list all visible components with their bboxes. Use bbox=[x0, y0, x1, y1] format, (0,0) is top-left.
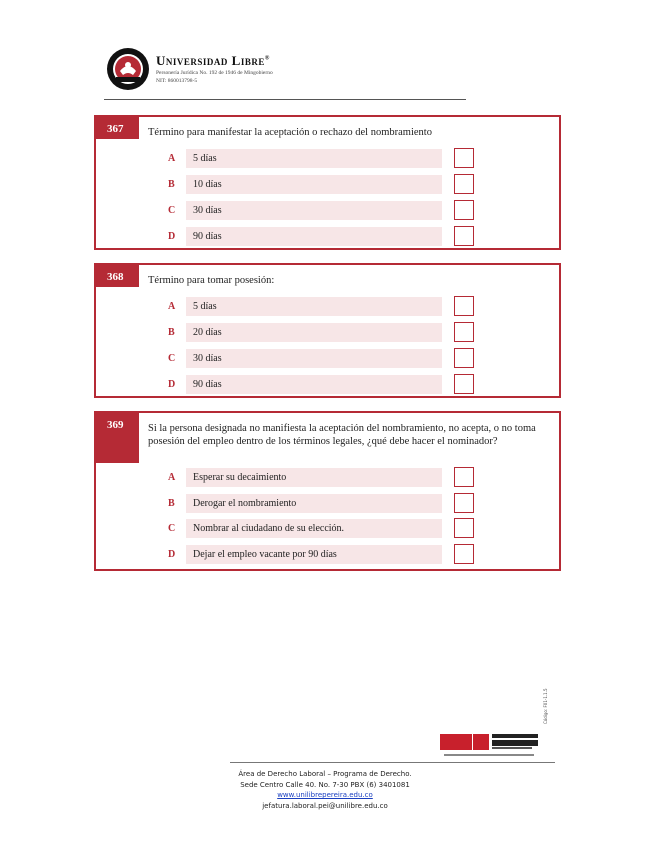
answer-checkbox[interactable] bbox=[454, 493, 474, 513]
question-number: 367 bbox=[96, 117, 139, 139]
option-bar bbox=[186, 175, 442, 194]
brand-nit-line: NIT: 860013798-5 bbox=[156, 78, 198, 84]
option-text: 30 días bbox=[193, 353, 222, 364]
brand-legal-line: Personería Jurídica No. 192 de 1946 de Mingobierno bbox=[156, 70, 273, 76]
option-text: 10 días bbox=[193, 179, 222, 190]
question-text: Término para tomar posesión: bbox=[148, 275, 275, 286]
accreditation-logos-icon bbox=[440, 730, 540, 760]
answer-checkbox[interactable] bbox=[454, 148, 474, 168]
option-letter: D bbox=[168, 231, 176, 242]
option-text: Nombrar al ciudadano de su elección. bbox=[193, 523, 345, 534]
footer-divider bbox=[230, 762, 555, 763]
answer-checkbox[interactable] bbox=[454, 322, 474, 342]
option-c bbox=[96, 349, 559, 370]
question-number: 368 bbox=[96, 265, 139, 287]
option-text: 5 días bbox=[193, 301, 217, 312]
option-a bbox=[96, 149, 559, 170]
footer-email: jefatura.laboral.pei@unilibre.edu.co bbox=[262, 801, 388, 810]
option-letter: B bbox=[168, 498, 175, 509]
footer-contact bbox=[200, 769, 450, 811]
footer-area: Área de Derecho Laboral – Programa de Derecho. bbox=[238, 770, 412, 778]
answer-checkbox[interactable] bbox=[454, 374, 474, 394]
option-letter: C bbox=[168, 205, 176, 216]
option-letter: A bbox=[168, 153, 176, 164]
option-bar bbox=[186, 494, 442, 513]
option-a bbox=[96, 297, 559, 318]
question-number: 369 bbox=[96, 413, 139, 463]
option-text: 20 días bbox=[193, 327, 222, 338]
answer-checkbox[interactable] bbox=[454, 226, 474, 246]
option-letter: C bbox=[168, 523, 176, 534]
option-c bbox=[96, 201, 559, 222]
option-text: 30 días bbox=[193, 205, 222, 216]
option-bar bbox=[186, 201, 442, 220]
option-letter: B bbox=[168, 327, 175, 338]
option-letter: B bbox=[168, 179, 175, 190]
question-text: Término para manifestar la aceptación o rechazo del nombramiento bbox=[148, 127, 432, 138]
option-letter: D bbox=[168, 549, 176, 560]
answer-checkbox[interactable] bbox=[454, 296, 474, 316]
option-b bbox=[96, 175, 559, 196]
option-text: 90 días bbox=[193, 379, 222, 390]
option-bar bbox=[186, 227, 442, 246]
university-seal-icon bbox=[106, 47, 150, 91]
answer-checkbox[interactable] bbox=[454, 348, 474, 368]
footer-website-link[interactable]: www.unilibrepereira.edu.co bbox=[277, 791, 373, 799]
option-text: Dejar el empleo vacante por 90 días bbox=[193, 549, 337, 560]
question-text: Si la persona designada no manifiesta la aceptación del nombramiento, no acepta, o no toma posesión del empleo dentro de los términos legales, ¿qué debe hacer el nominador? bbox=[148, 423, 536, 447]
option-letter: C bbox=[168, 353, 176, 364]
option-letter: D bbox=[168, 379, 176, 390]
option-bar bbox=[186, 349, 442, 368]
brand-block bbox=[156, 53, 273, 85]
answer-checkbox[interactable] bbox=[454, 200, 474, 220]
option-d bbox=[96, 545, 559, 566]
footer-address: Sede Centro Calle 40. No. 7-30 PBX (6) 3401081 bbox=[240, 780, 410, 789]
option-d bbox=[96, 375, 559, 396]
brand-name: Universidad Libre® bbox=[156, 53, 270, 68]
answer-checkbox[interactable] bbox=[454, 518, 474, 538]
option-text: 90 días bbox=[193, 231, 222, 242]
option-text: Esperar su decaimiento bbox=[193, 472, 287, 483]
document-code: Código: F01-1.1.5 bbox=[543, 688, 548, 724]
question-card-367 bbox=[94, 115, 561, 250]
option-letter: A bbox=[168, 472, 176, 483]
option-bar bbox=[186, 297, 442, 316]
option-bar bbox=[186, 468, 442, 487]
question-card-368 bbox=[94, 263, 561, 398]
option-a bbox=[96, 468, 559, 489]
answer-checkbox[interactable] bbox=[454, 467, 474, 487]
option-bar bbox=[186, 149, 442, 168]
option-d bbox=[96, 227, 559, 248]
option-bar bbox=[186, 375, 442, 394]
option-letter: A bbox=[168, 301, 176, 312]
page-header bbox=[104, 44, 466, 100]
option-b bbox=[96, 323, 559, 344]
option-text: Derogar el nombramiento bbox=[193, 498, 297, 509]
option-text: 5 días bbox=[193, 153, 217, 164]
option-bar bbox=[186, 545, 442, 564]
answer-checkbox[interactable] bbox=[454, 544, 474, 564]
option-bar bbox=[186, 323, 442, 342]
option-b bbox=[96, 494, 559, 515]
option-c bbox=[96, 519, 559, 540]
answer-checkbox[interactable] bbox=[454, 174, 474, 194]
option-bar bbox=[186, 519, 442, 538]
question-card-369 bbox=[94, 411, 561, 571]
